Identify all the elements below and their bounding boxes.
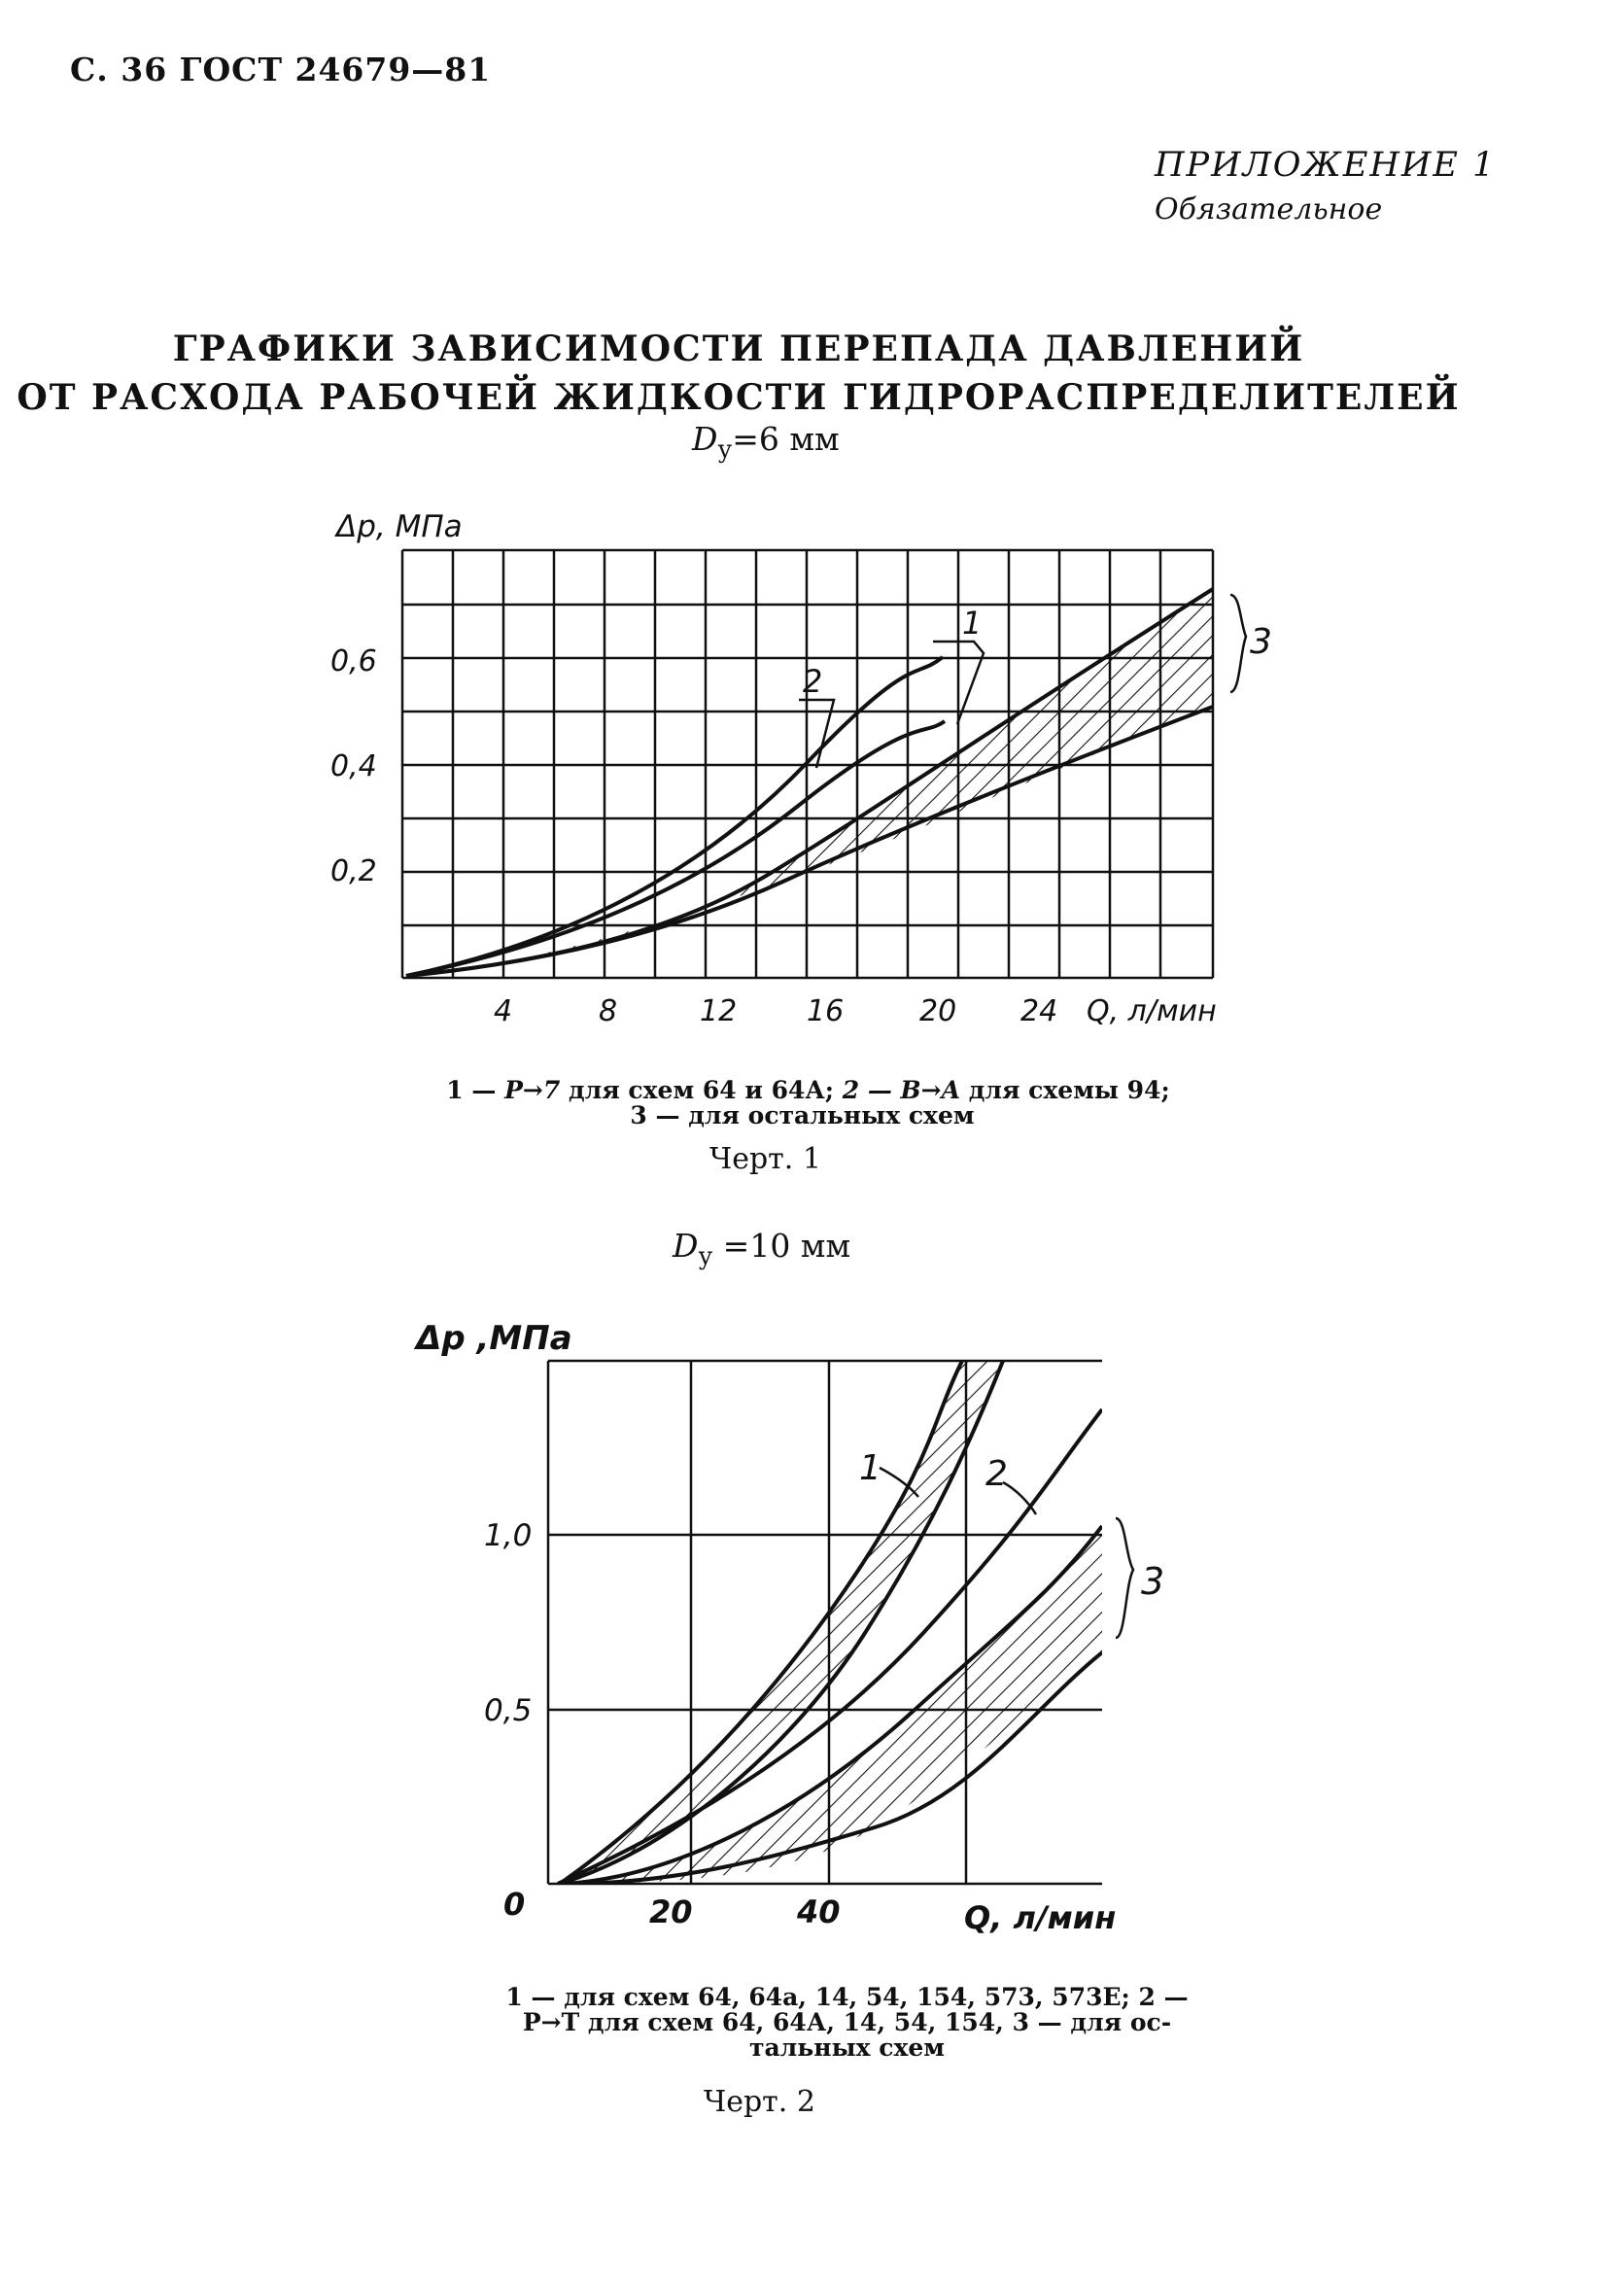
page-header: С. 36 ГОСТ 24679—81 bbox=[70, 51, 492, 88]
chart1-x-tick: 4 bbox=[494, 994, 513, 1028]
chart1-y-tick: 0,6 bbox=[330, 644, 377, 678]
document-title-line-2: ОТ РАСХОДА РАБОЧЕЙ ЖИДКОСТИ ГИДРОРАСПРЕДЕЛИТЕЛЕЙ bbox=[17, 377, 1461, 418]
chart2-dy-value: =10 мм bbox=[712, 1227, 851, 1265]
chart1-legend-part: P→7 bbox=[504, 1076, 561, 1104]
chart1-dy-value: =6 мм bbox=[732, 420, 840, 458]
chart1-caption: Черт. 1 bbox=[709, 1142, 821, 1176]
chart2-dy-sub: у bbox=[698, 1241, 713, 1270]
chart1-y-tick: 0,2 bbox=[330, 854, 377, 888]
chart1-legend-part: для схемы 94; bbox=[960, 1076, 1170, 1104]
chart1-legend-line-2: 3 — для остальных схем bbox=[630, 1101, 975, 1129]
chart1-x-tick: 12 bbox=[700, 994, 738, 1028]
chart2-x-tick: 20 bbox=[649, 1893, 693, 1930]
chart2-y-tick: 1,0 bbox=[484, 1518, 533, 1553]
chart1-x-tick: 20 bbox=[919, 994, 957, 1028]
chart1-curve-label-2: 2 bbox=[803, 663, 823, 700]
chart2-y-label: Δp ,МПа bbox=[416, 1319, 572, 1358]
document-title-line-1: ГРАФИКИ ЗАВИСИМОСТИ ПЕРЕПАДА ДАВЛЕНИЙ bbox=[172, 329, 1305, 369]
chart1-legend-part: 1 — bbox=[446, 1076, 505, 1104]
chart2-x-tick: 40 bbox=[797, 1893, 841, 1930]
chart1-x-tick: 16 bbox=[807, 994, 845, 1028]
chart2-x-label: Q, л/мин bbox=[964, 1899, 1117, 1936]
chart2-caption: Черт. 2 bbox=[704, 2085, 815, 2119]
chart1-curve-label-3: 3 bbox=[1250, 622, 1272, 662]
chart1-x-tick: 8 bbox=[599, 994, 618, 1028]
chart1-legend-part: для схем 64 и 64А; bbox=[560, 1076, 843, 1104]
chart2-legend-line-2: P→T для схем 64, 64А, 14, 54, 154, 3 — для ос- bbox=[522, 2008, 1172, 2036]
appendix-title: ПРИЛОЖЕНИЕ 1 bbox=[1155, 146, 1497, 185]
chart2-legend-line-3: тальных схем bbox=[748, 2033, 945, 2062]
chart1-curve-label-1: 1 bbox=[962, 605, 983, 642]
chart2-y-tick-zero: 0 bbox=[503, 1886, 526, 1923]
chart2-dy-symbol: D bbox=[673, 1227, 699, 1265]
chart1-x-tick: 24 bbox=[1020, 994, 1058, 1028]
chart1-x-label: Q, л/мин bbox=[1087, 994, 1217, 1028]
chart1-legend-part: 2 — B→A bbox=[842, 1076, 960, 1104]
chart2-curve-label-3: 3 bbox=[1141, 1560, 1165, 1603]
chart2-curve-label-2: 2 bbox=[985, 1454, 1008, 1494]
chart2-legend-line-1: 1 — для схем 64, 64а, 14, 54, 154, 573, 573Е; 2 — bbox=[505, 1983, 1189, 2011]
chart1-y-label: Δp, МПа bbox=[336, 509, 463, 544]
chart2-y-tick: 0,5 bbox=[484, 1693, 533, 1728]
chart1-dy-symbol: D bbox=[692, 420, 718, 458]
chart2-curve-label-1: 1 bbox=[859, 1448, 881, 1488]
appendix-note: Обязательное bbox=[1155, 192, 1383, 226]
chart1-y-tick: 0,4 bbox=[330, 749, 377, 783]
chart1-legend-line-1 bbox=[0, 1077, 1620, 1103]
chart1-dy-sub: у bbox=[717, 434, 733, 464]
